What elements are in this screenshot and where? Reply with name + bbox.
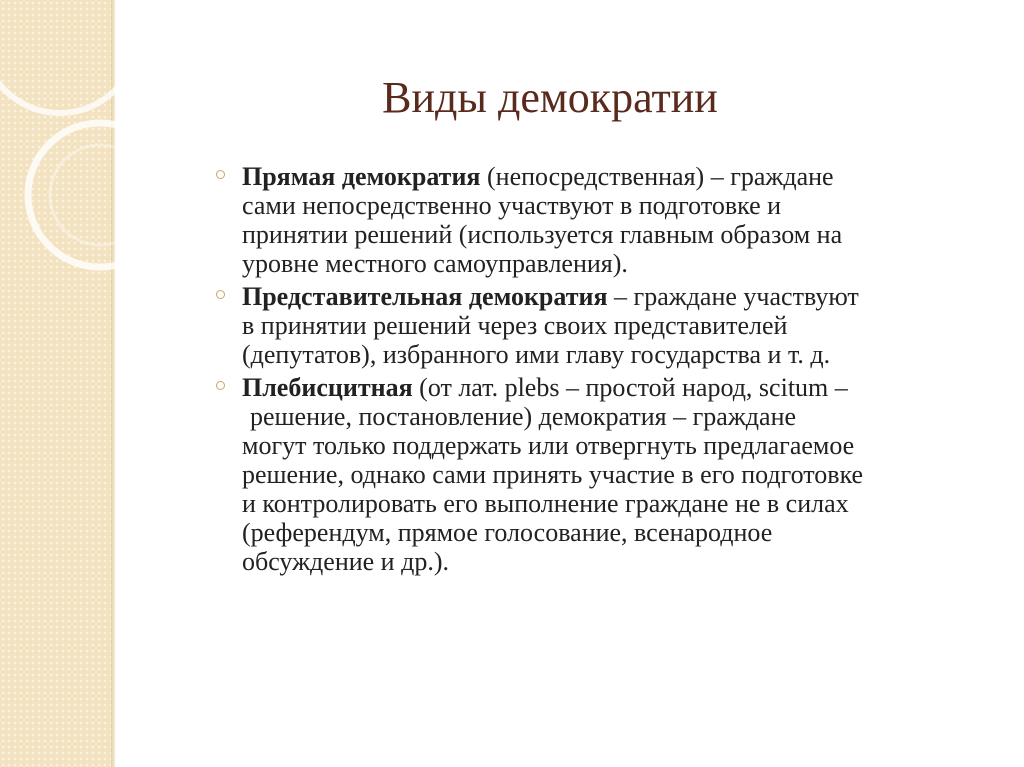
- ornament-circle-inner: [50, 145, 130, 245]
- ornament-circle-top: [0, 0, 130, 113]
- bullet-list: [216, 162, 1006, 580]
- bullet-text-line: – граждане участвуют: [607, 282, 859, 311]
- circle-bullet-icon: [216, 381, 225, 390]
- bullet-text-line: сами непосредственно участвуют в подготовке и: [242, 191, 782, 220]
- bullet-item-plebiscite: [216, 373, 1006, 576]
- bullet-text-line: принятии решений (используется главным образом на: [242, 220, 843, 249]
- ornament-circle-middle: [28, 123, 130, 267]
- bullet-text-line: решение, постановление) демократия – граждане: [250, 402, 797, 431]
- bullet-term: Прямая демократия: [242, 162, 481, 191]
- bullet-text-line: (от лат. plebs – простой народ, scitum –: [412, 373, 848, 402]
- bullet-text-line: (депутатов), избранного ими главу государства и т. д.: [242, 340, 831, 369]
- slide-title: Виды демократии: [382, 73, 718, 122]
- bullet-text-line: (референдум, прямое голосование, всенародное: [242, 518, 773, 547]
- bullet-text-line: в принятии решений через своих представителей: [242, 311, 788, 340]
- bullet-item-direct: [216, 162, 1006, 278]
- bullet-item-representative: [216, 282, 1006, 369]
- circle-bullet-icon: [216, 290, 225, 299]
- bullet-text-line: решение, однако сами принять участие в его подготовке: [242, 460, 864, 489]
- circle-bullet-icon: [216, 170, 225, 179]
- bullet-text-line: обсуждение и др.).: [242, 547, 449, 576]
- bullet-text-line: и контролировать его выполнение граждане не в силах: [242, 489, 849, 518]
- bullet-term: Плебисцитная: [242, 373, 413, 402]
- decorative-circles: [0, 0, 130, 330]
- bullet-term: Представительная демократия: [242, 282, 608, 311]
- bullet-text-line: могут только поддержать или отвергнуть предлагаемое: [242, 431, 855, 460]
- bullet-text-line: (непосредственная) – граждане: [480, 162, 834, 191]
- bullet-text-line: уровне местного самоуправления).: [242, 249, 628, 278]
